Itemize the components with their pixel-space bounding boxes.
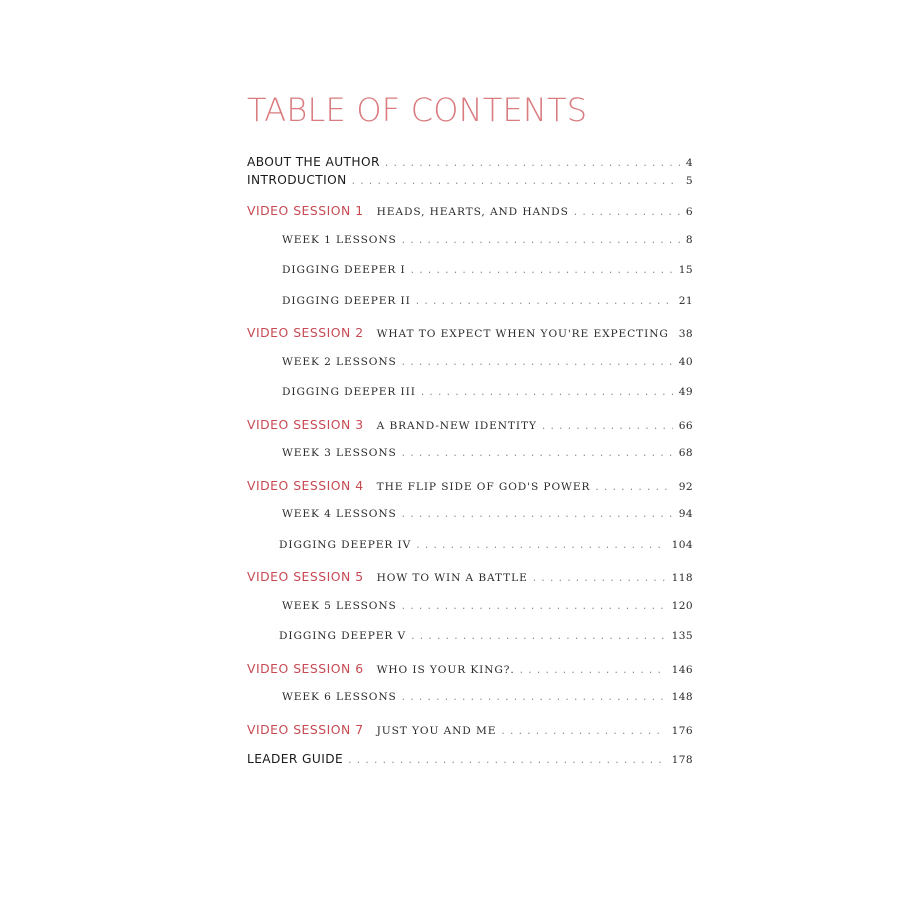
dot-leader xyxy=(401,600,666,614)
page-number: 178 xyxy=(671,754,693,766)
page-number: 135 xyxy=(671,630,693,642)
page-number: 120 xyxy=(671,600,693,612)
toc-entry[interactable] xyxy=(247,173,693,193)
toc-entry[interactable] xyxy=(279,539,693,559)
page-number: 40 xyxy=(678,356,693,368)
dot-leader xyxy=(401,234,680,248)
page-number: 104 xyxy=(671,539,693,551)
toc-entry-title: DIGGING DEEPER I xyxy=(282,264,406,276)
toc-entry-title: WEEK 6 LESSONS xyxy=(282,691,397,703)
toc-entry-title: HEADS, HEARTS, AND HANDS xyxy=(376,206,569,218)
toc-entry-title: ABOUT THE AUTHOR xyxy=(247,155,380,169)
toc-entry-title: DIGGING DEEPER II xyxy=(282,295,411,307)
dot-leader xyxy=(410,630,665,644)
dot-leader xyxy=(420,386,673,400)
toc-entry[interactable] xyxy=(247,478,693,498)
dot-leader xyxy=(519,664,666,678)
page-number: 15 xyxy=(678,264,693,276)
dot-leader xyxy=(573,206,680,220)
dot-leader xyxy=(347,754,665,768)
toc-entry-title: WEEK 3 LESSONS xyxy=(282,447,397,459)
toc-entry-title: INTRODUCTION xyxy=(247,173,347,187)
toc-entry[interactable] xyxy=(247,417,693,437)
toc-entry-title: WEEK 5 LESSONS xyxy=(282,600,397,612)
toc-entry[interactable] xyxy=(282,234,693,254)
page-number: 176 xyxy=(671,725,693,737)
page-number: 118 xyxy=(671,572,693,584)
toc-entry[interactable] xyxy=(282,386,693,406)
dot-leader xyxy=(401,691,666,705)
dot-leader xyxy=(415,295,673,309)
page-number: 49 xyxy=(678,386,693,398)
toc-entry[interactable] xyxy=(247,203,693,223)
video-session-label: VIDEO SESSION 7 xyxy=(247,722,364,737)
dot-leader xyxy=(401,356,673,370)
dot-leader xyxy=(415,539,665,553)
toc-entry[interactable] xyxy=(279,630,693,650)
toc-entry-title: WHO IS YOUR KING?. xyxy=(376,664,515,676)
toc-entry-title: LEADER GUIDE xyxy=(247,752,344,766)
toc-entry[interactable] xyxy=(282,295,693,315)
dot-leader xyxy=(384,157,680,171)
page-number: 5 xyxy=(685,175,693,187)
toc-entry[interactable] xyxy=(247,722,693,742)
page-number: 38 xyxy=(678,328,694,340)
dot-leader xyxy=(541,420,673,434)
toc-entry[interactable] xyxy=(247,661,693,681)
dot-leader xyxy=(351,175,680,189)
dot-leader xyxy=(532,572,666,586)
page-number: 8 xyxy=(685,234,693,246)
toc-entry[interactable] xyxy=(282,691,693,711)
toc-entry[interactable] xyxy=(282,508,693,528)
dot-leader xyxy=(401,508,673,522)
toc-entry[interactable] xyxy=(247,569,693,589)
toc-entry-title: DIGGING DEEPER V xyxy=(279,630,407,642)
page-number: 68 xyxy=(678,447,693,459)
page-number: 21 xyxy=(678,295,693,307)
page-number: 4 xyxy=(685,157,693,169)
toc-entry[interactable] xyxy=(282,264,693,284)
toc-entry-title: THE FLIP SIDE OF GOD'S POWER xyxy=(376,481,591,493)
page-title: TABLE OF CONTENTS xyxy=(247,91,588,129)
toc-entry-title: HOW TO WIN A BATTLE xyxy=(376,572,528,584)
video-session-label: VIDEO SESSION 6 xyxy=(247,661,364,676)
dot-leader xyxy=(401,447,673,461)
toc-entry[interactable] xyxy=(247,752,693,772)
toc-entry[interactable] xyxy=(282,600,693,620)
dot-leader xyxy=(594,481,672,495)
video-session-label: VIDEO SESSION 3 xyxy=(247,417,364,432)
toc-entry-title: JUST YOU AND ME xyxy=(376,725,497,737)
toc-entry[interactable] xyxy=(247,325,693,345)
video-session-label: VIDEO SESSION 1 xyxy=(247,203,364,218)
page-number: 92 xyxy=(678,481,693,493)
toc-entry-title: WEEK 2 LESSONS xyxy=(282,356,397,368)
page-number: 148 xyxy=(671,691,693,703)
toc-entry[interactable] xyxy=(282,356,693,376)
video-session-label: VIDEO SESSION 5 xyxy=(247,569,364,584)
toc-entry-title: WHAT TO EXPECT WHEN YOU'RE EXPECTING xyxy=(376,328,669,340)
video-session-label: VIDEO SESSION 4 xyxy=(247,478,364,493)
toc-entry-title: WEEK 4 LESSONS xyxy=(282,508,397,520)
toc-entry[interactable] xyxy=(282,447,693,467)
toc-entry[interactable] xyxy=(247,155,693,175)
page-number: 146 xyxy=(671,664,693,676)
page-number: 6 xyxy=(685,206,693,218)
toc-entry-title: WEEK 1 LESSONS xyxy=(282,234,397,246)
page-number: 94 xyxy=(678,508,693,520)
page-number: 66 xyxy=(678,420,693,432)
toc-entry-title: A BRAND-NEW IDENTITY xyxy=(376,420,537,432)
dot-leader xyxy=(500,725,665,739)
toc-entry-title: DIGGING DEEPER III xyxy=(282,386,416,398)
toc-entry-title: DIGGING DEEPER IV xyxy=(279,539,412,551)
dot-leader xyxy=(410,264,673,278)
video-session-label: VIDEO SESSION 2 xyxy=(247,325,364,340)
toc-page xyxy=(247,88,694,766)
